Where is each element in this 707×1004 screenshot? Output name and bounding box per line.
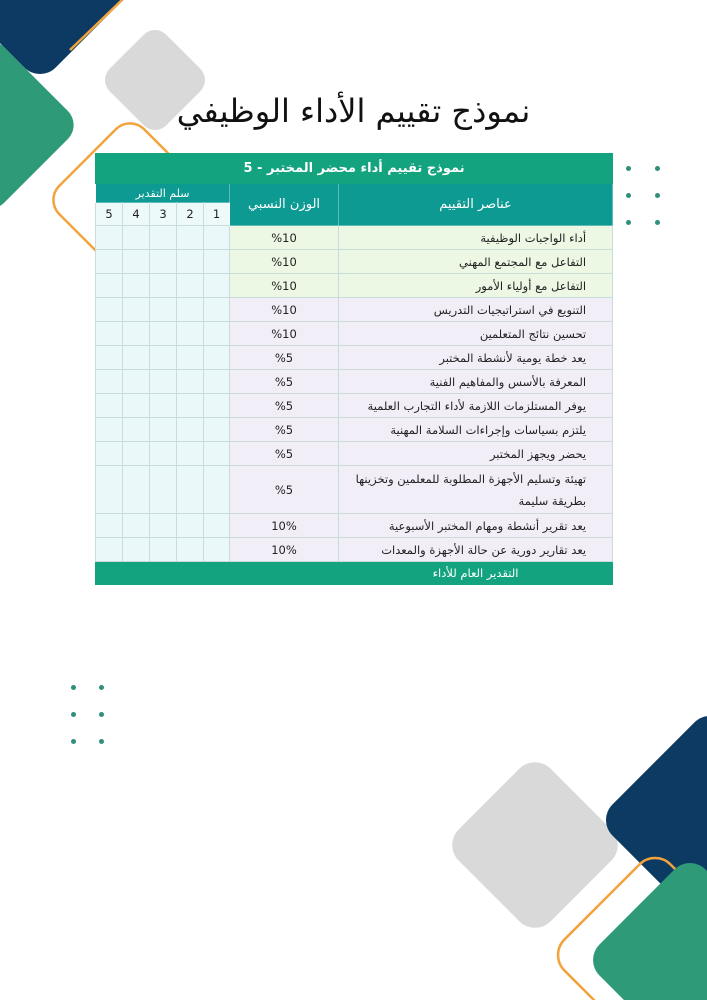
grade-cell-5[interactable] <box>96 538 123 562</box>
grade-cell-5[interactable] <box>96 466 123 514</box>
scale-header: سلم التقدير <box>96 184 230 203</box>
grade-cell-1[interactable] <box>204 418 230 442</box>
weight-cell: %5 <box>230 394 339 418</box>
table-row <box>96 538 613 562</box>
table-row <box>96 466 613 514</box>
grade-cell-3[interactable] <box>150 226 177 250</box>
grade-cell-4[interactable] <box>123 274 150 298</box>
grade-cell-2[interactable] <box>177 274 204 298</box>
grade-cell-5[interactable] <box>96 394 123 418</box>
grade-cell-4[interactable] <box>123 514 150 538</box>
grade-cell-4[interactable] <box>123 226 150 250</box>
grade-cell-2[interactable] <box>177 322 204 346</box>
grade-cell-3[interactable] <box>150 298 177 322</box>
grade-cell-1[interactable] <box>204 466 230 514</box>
grade-cell-4[interactable] <box>123 394 150 418</box>
grade-cell-5[interactable] <box>96 370 123 394</box>
grade-cell-5[interactable] <box>96 274 123 298</box>
decor-shapes-bottom <box>430 700 707 1000</box>
grade-cell-1[interactable] <box>204 346 230 370</box>
grade-cell-2[interactable] <box>177 346 204 370</box>
footer-label: التقدير العام للأداء <box>339 562 613 585</box>
grade-cell-2[interactable] <box>177 394 204 418</box>
grade-cell-1[interactable] <box>204 274 230 298</box>
grade-cell-5[interactable] <box>96 226 123 250</box>
grade-cell-3[interactable] <box>150 250 177 274</box>
table-row <box>96 274 613 298</box>
table-row <box>96 322 613 346</box>
weight-cell: %10 <box>230 226 339 250</box>
scale-level-5: 5 <box>96 203 123 226</box>
weight-cell: %10 <box>230 298 339 322</box>
table-row <box>96 394 613 418</box>
scale-level-4: 4 <box>123 203 150 226</box>
grade-cell-2[interactable] <box>177 538 204 562</box>
grade-cell-2[interactable] <box>177 250 204 274</box>
element-cell: التفاعل مع أولياء الأمور <box>339 274 613 298</box>
grade-cell-1[interactable] <box>204 538 230 562</box>
grade-cell-2[interactable] <box>177 298 204 322</box>
grade-cell-5[interactable] <box>96 298 123 322</box>
grade-cell-5[interactable] <box>96 418 123 442</box>
grade-cell-3[interactable] <box>150 514 177 538</box>
element-cell: تهيئة وتسليم الأجهزة المطلوبة للمعلمين وتخزينها بطريقة سليمة <box>339 466 613 514</box>
grade-cell-5[interactable] <box>96 322 123 346</box>
elements-header: عناصر التقييم <box>339 184 613 226</box>
grade-cell-5[interactable] <box>96 442 123 466</box>
weight-cell: 10% <box>230 538 339 562</box>
grade-cell-3[interactable] <box>150 370 177 394</box>
weight-cell: %5 <box>230 418 339 442</box>
weight-cell: %5 <box>230 346 339 370</box>
element-cell: يعد تقارير دورية عن حالة الأجهزة والمعدات <box>339 538 613 562</box>
grade-cell-1[interactable] <box>204 442 230 466</box>
grade-cell-1[interactable] <box>204 370 230 394</box>
element-cell: يوفر المستلزمات اللازمة لأداء التجارب العلمية <box>339 394 613 418</box>
grade-cell-1[interactable] <box>204 322 230 346</box>
element-cell: تحسين نتائج المتعلمين <box>339 322 613 346</box>
grade-cell-1[interactable] <box>204 394 230 418</box>
grade-cell-2[interactable] <box>177 514 204 538</box>
grade-cell-5[interactable] <box>96 346 123 370</box>
grade-cell-1[interactable] <box>204 250 230 274</box>
weight-cell: %10 <box>230 322 339 346</box>
grade-cell-3[interactable] <box>150 466 177 514</box>
grade-cell-3[interactable] <box>150 394 177 418</box>
weight-cell: 10% <box>230 514 339 538</box>
grade-cell-2[interactable] <box>177 418 204 442</box>
grade-cell-3[interactable] <box>150 418 177 442</box>
dot-grid-left <box>71 685 111 745</box>
weight-cell: %10 <box>230 274 339 298</box>
grade-cell-4[interactable] <box>123 466 150 514</box>
grade-cell-1[interactable] <box>204 298 230 322</box>
grade-cell-4[interactable] <box>123 298 150 322</box>
grade-cell-2[interactable] <box>177 226 204 250</box>
table-row <box>96 442 613 466</box>
table-row <box>96 370 613 394</box>
grade-cell-4[interactable] <box>123 346 150 370</box>
grade-cell-3[interactable] <box>150 442 177 466</box>
element-cell: يحضر ويجهز المختبر <box>339 442 613 466</box>
dot-grid-right <box>626 166 666 226</box>
grade-cell-2[interactable] <box>177 442 204 466</box>
grade-cell-4[interactable] <box>123 370 150 394</box>
grade-cell-3[interactable] <box>150 538 177 562</box>
grade-cell-5[interactable] <box>96 514 123 538</box>
evaluation-table <box>95 153 613 585</box>
element-cell: يعد خطة يومية لأنشطة المختبر <box>339 346 613 370</box>
element-cell: يعد تقرير أنشطة ومهام المختبر الأسبوعية <box>339 514 613 538</box>
element-cell: التنويع في استراتيجيات التدريس <box>339 298 613 322</box>
grade-cell-4[interactable] <box>123 418 150 442</box>
scale-level-1: 1 <box>204 203 230 226</box>
element-cell: التفاعل مع المجتمع المهني <box>339 250 613 274</box>
grade-cell-5[interactable] <box>96 250 123 274</box>
element-cell: أداء الواجبات الوظيفية <box>339 226 613 250</box>
decor-bottom-right <box>430 700 707 1000</box>
grade-cell-1[interactable] <box>204 226 230 250</box>
grade-cell-4[interactable] <box>123 250 150 274</box>
weight-cell: %5 <box>230 442 339 466</box>
grade-cell-1[interactable] <box>204 514 230 538</box>
scale-level-3: 3 <box>150 203 177 226</box>
element-cell: المعرفة بالأسس والمفاهيم الفنية <box>339 370 613 394</box>
grade-cell-2[interactable] <box>177 370 204 394</box>
grade-cell-2[interactable] <box>177 466 204 514</box>
weight-cell: %5 <box>230 370 339 394</box>
table-row <box>96 418 613 442</box>
table-row <box>96 298 613 322</box>
scale-level-2: 2 <box>177 203 204 226</box>
page-title: نموذج تقييم الأداء الوظيفي <box>176 92 531 130</box>
grade-cell-4[interactable] <box>123 322 150 346</box>
weight-cell: %5 <box>230 466 339 514</box>
footer-grade-cell[interactable] <box>96 562 339 585</box>
weight-cell: %10 <box>230 250 339 274</box>
table-row <box>96 514 613 538</box>
grade-cell-3[interactable] <box>150 274 177 298</box>
grade-cell-4[interactable] <box>123 442 150 466</box>
grade-cell-4[interactable] <box>123 538 150 562</box>
grade-cell-3[interactable] <box>150 346 177 370</box>
table-row <box>96 346 613 370</box>
table-row <box>96 226 613 250</box>
grade-cell-3[interactable] <box>150 322 177 346</box>
table-row <box>96 250 613 274</box>
table-heading: 5 - نموذج تقييم أداء محضر المختبر <box>96 154 613 184</box>
weight-header: الوزن النسبي <box>230 184 339 226</box>
element-cell: يلتزم بسياسات وإجراءات السلامة المهنية <box>339 418 613 442</box>
